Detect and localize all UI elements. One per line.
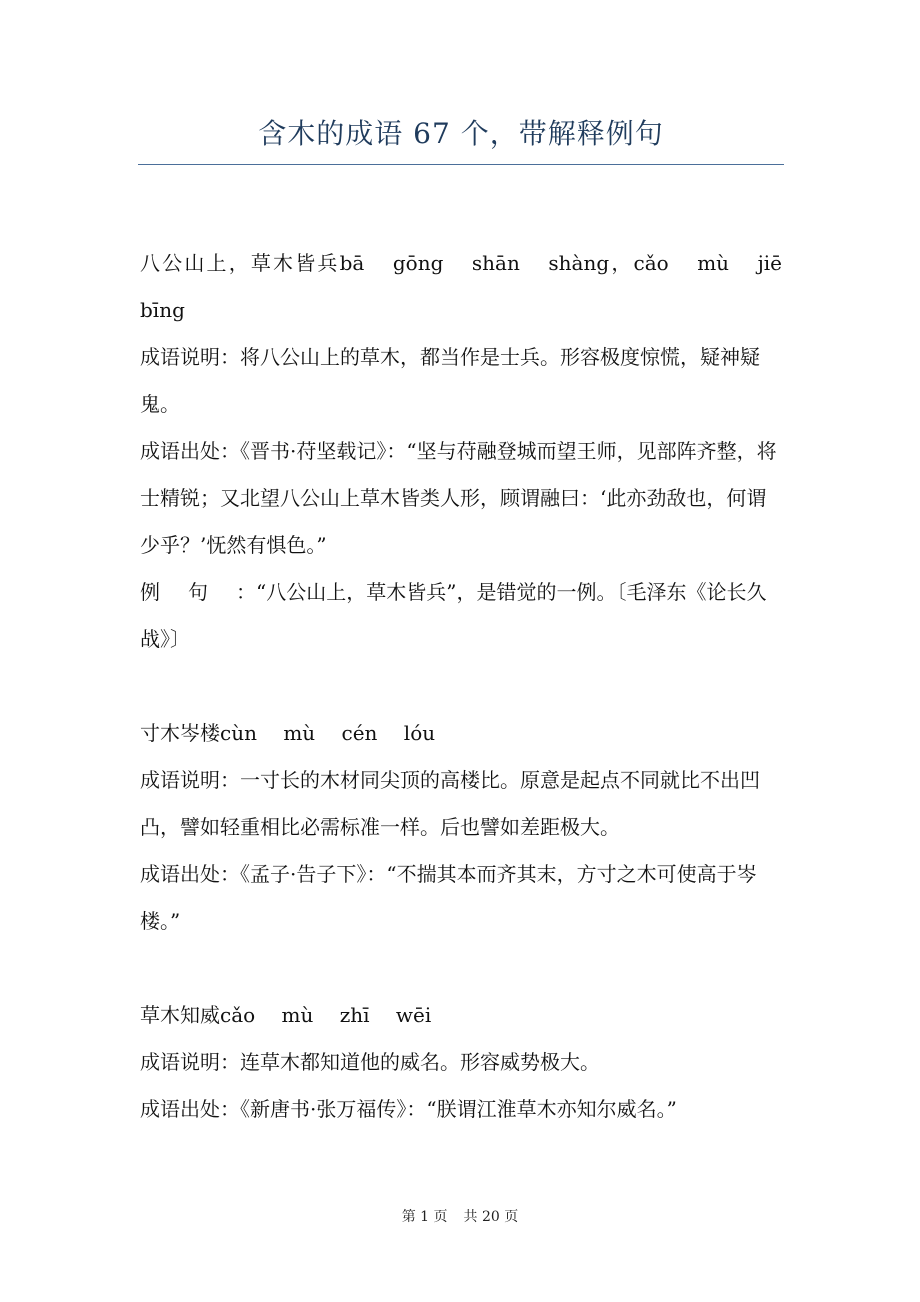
idiom-name: 草木知威 xyxy=(140,1003,220,1027)
idiom-heading-line xyxy=(140,710,782,757)
idiom-name: 八公山上，草木皆兵 xyxy=(140,251,340,275)
idiom-source: 成语出处：《新唐书·张万福传》：“朕谓江淮草木亦知尔威名。” xyxy=(140,1097,677,1121)
idiom-explanation: 成语说明：一寸长的木材同尖顶的高楼比。原意是起点不同就比不出凹凸，譬如轻重相比必需标准一样。后也譬如差距极大。 xyxy=(140,768,760,839)
idiom-pinyin: cùn mù cén lóu xyxy=(220,721,436,745)
idiom-explanation: 成语说明：将八公山上的草木，都当作是士兵。形容极度惊慌，疑神疑鬼。 xyxy=(140,345,760,416)
idiom-source: 成语出处：《晋书·苻坚载记》：“坚与苻融登城而望王师，见部阵齐整，将士精锐；又北望八公山上草木皆类人形，顾谓融曰：‘此亦劲敌也，何谓少乎？’怃然有惧色。” xyxy=(140,439,777,557)
idiom-heading-line xyxy=(140,240,782,334)
idiom-pinyin: cǎo mù zhī wēi xyxy=(220,1003,432,1027)
idiom-entry xyxy=(140,240,782,663)
title-divider xyxy=(138,164,784,165)
document-body xyxy=(140,240,782,1180)
idiom-heading-line xyxy=(140,992,782,1039)
page-total: 共 20 页 xyxy=(463,1209,519,1225)
idiom-entry xyxy=(140,992,782,1133)
idiom-entry xyxy=(140,710,782,945)
idiom-example-line xyxy=(140,569,782,663)
idiom-explanation: 成语说明：连草木都知道他的威名。形容威势极大。 xyxy=(140,1050,600,1074)
idiom-source: 成语出处：《孟子·告子下》：“不揣其本而齐其末，方寸之木可使高于岑楼。” xyxy=(140,862,757,933)
idiom-name: 寸木岑楼 xyxy=(140,721,220,745)
idiom-example-label: 例句 xyxy=(140,580,236,604)
page-number: 第 1 页 xyxy=(401,1209,448,1225)
page-title: 含木的成语 67 个，带解释例句 xyxy=(258,117,664,150)
idiom-example: ：“八公山上，草木皆兵”，是错觉的一例。〔毛泽东《论长久战》〕 xyxy=(140,580,767,651)
idiom-pinyin: bā gōng shān shàng，cǎo mù jiē bīng xyxy=(140,251,783,322)
page-footer xyxy=(0,1206,920,1226)
